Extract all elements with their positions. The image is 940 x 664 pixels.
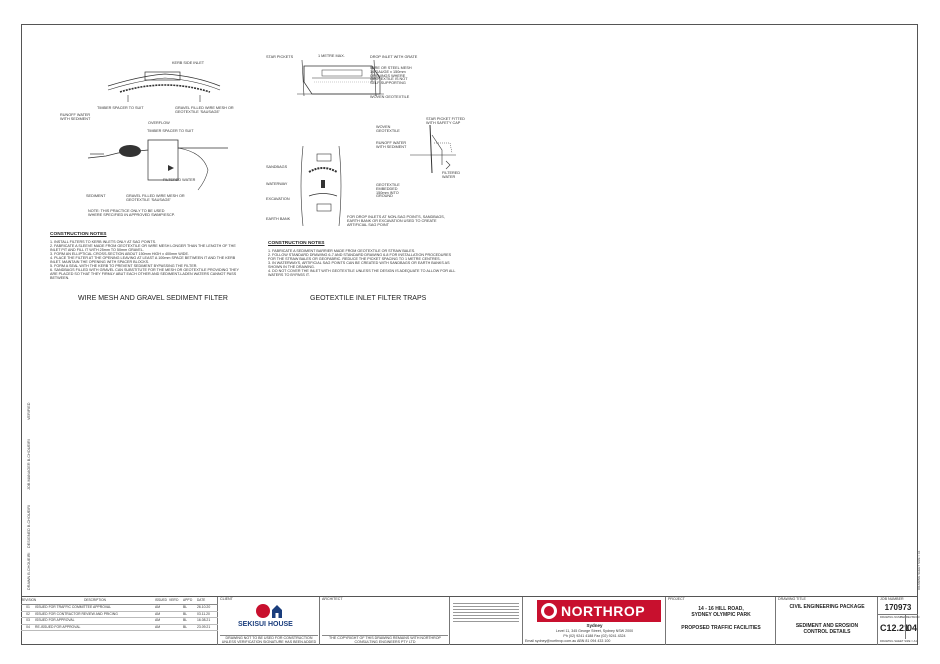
architect-cell bbox=[320, 597, 450, 645]
label-overflow: OVERFLOW bbox=[148, 121, 170, 125]
client-label: CLIENT bbox=[220, 597, 233, 601]
rev-issued: AM bbox=[155, 611, 161, 616]
office-phone: Ph (02) 9241 4188 Fax (02) 9241 4324 bbox=[563, 634, 626, 638]
title-block bbox=[21, 596, 918, 645]
revision-rows bbox=[21, 605, 218, 631]
col-appd: APP'D bbox=[183, 598, 193, 602]
drawing-title-3: CONTROL DETAILS bbox=[803, 629, 851, 635]
job-number-cell bbox=[878, 597, 918, 645]
margin-label-job-manager: JOB MANAGER B.CHOUEIRI bbox=[27, 439, 31, 490]
rev-verd bbox=[169, 612, 183, 618]
office-address: Level 11, 345 George Street, Sydney NSW 2000 bbox=[555, 629, 634, 633]
architect-label: ARCHITECT bbox=[322, 597, 343, 601]
rev-issued: AM bbox=[155, 624, 161, 629]
rev-verd bbox=[169, 618, 183, 624]
revision-label: REVISION bbox=[906, 615, 920, 619]
rev-date: 03.11.20 bbox=[197, 611, 210, 616]
rev-issued: AM bbox=[155, 605, 161, 609]
rev-date: 26.10.20 bbox=[197, 605, 211, 609]
company-name: NORTHROP bbox=[561, 603, 646, 619]
geotextile-notes bbox=[268, 249, 458, 277]
drawing-title-cell bbox=[776, 597, 878, 645]
drawing-number: C12.21 bbox=[880, 623, 910, 633]
disclaimer-cell bbox=[450, 597, 523, 645]
rev-appd: BL bbox=[183, 624, 188, 629]
rev-verd bbox=[169, 605, 183, 611]
project-cell bbox=[666, 597, 776, 645]
rev-id: 04 bbox=[26, 624, 30, 629]
rev-id: 01 bbox=[26, 605, 30, 609]
label-drop-note: FOR DROP INLETS AT NON-SAG POINTS, SANDBAGS, EARTH BANK OR EXCAVATION USED TO CREATE ARTIFICIAL SAG POINT bbox=[347, 215, 445, 227]
project-name: 14 - 16 HILL ROAD, bbox=[698, 606, 744, 612]
table-row bbox=[21, 625, 218, 632]
label-sandbags: SANDBAGS bbox=[266, 165, 288, 169]
sekisui-house-logo-icon bbox=[254, 603, 284, 619]
label-runoff: RUNOFF WATER WITH SEDIMENT bbox=[60, 113, 91, 121]
project-name-2: SYDNEY OLYMPIC PARK bbox=[691, 612, 751, 618]
label-sediment: SEDIMENT bbox=[86, 194, 106, 198]
label-drop-inlet: DROP INLET WITH GRATE bbox=[370, 55, 418, 59]
rev-desc: ISSUED FOR TRAFFIC COMMITTEE APPROVAL bbox=[35, 605, 111, 609]
col-desc: DESCRIPTION bbox=[84, 598, 106, 602]
label-filtered-2: FILTERED WATER bbox=[442, 171, 461, 179]
col-issued: ISSUED bbox=[155, 598, 167, 602]
label-1m-max: 1 METRE MAX. bbox=[318, 54, 345, 58]
copyright-note: THE COPYRIGHT OF THIS DRAWING REMAINS WITH NORTHROP CONSULTING ENGINEERS PTY LTD bbox=[322, 635, 448, 644]
label-star-picket-fitted: STAR PICKET FITTED WITH SAFETY CAP bbox=[426, 117, 465, 125]
geotextile-title: GEOTEXTILE INLET FILTER TRAPS bbox=[310, 295, 427, 302]
drawing-note: DRAWING NOT TO BE USED FOR CONSTRUCTION UNLESS VERIFICATION SIGNATURE HAS BEEN ADDED bbox=[221, 636, 317, 644]
margin-sheet-size: DRAWING SHEET SIZE = A1 bbox=[917, 550, 921, 590]
revision-header bbox=[21, 598, 218, 602]
rev-id: 02 bbox=[26, 611, 30, 616]
margin-label-designed: DESIGNED B.CHOUEIRI bbox=[27, 504, 31, 548]
rev-desc: ISSUED FOR APPROVAL bbox=[35, 618, 75, 622]
label-earth-bank: EARTH BANK bbox=[266, 217, 291, 221]
rev-date: 23.09.21 bbox=[197, 624, 211, 629]
label-wire-mesh: WIRE OR STEEL MESH 14 GAUGE x 150mm OPENINGS WHERE GEOTEXTILE IS NOT SELF-SUPPORTING bbox=[370, 66, 412, 86]
margin-label-drawn: DRAWN B.CHOUEIRI bbox=[27, 552, 31, 590]
label-waterway: WATERWAY bbox=[266, 182, 288, 186]
note-item: 4. DO NOT COVER THE INLET WITH GEOTEXTILE UNLESS THE DESIGN IS ADEQUATE TO ALLOW FOR ALL WATERS TO BYPASS IT. bbox=[268, 269, 456, 277]
label-kerb-inlet: KERB SIDE INLET bbox=[172, 61, 205, 65]
rev-date: 16.08.21 bbox=[197, 618, 211, 622]
note-item: 4. PLACE THE FILTER AT THE OPENING LEAVING AT LEAST A 100mm SPACE BETWEEN IT AND THE KERB INLET. MAINTAIN THE OPENING WITH SPACER BLOCKS. bbox=[50, 256, 236, 264]
note-item: 2. FABRICATE A SLEEVE MADE FROM GEOTEXTILE OR WIRE MESH LONGER THAN THE LENGTH OF THE INLET PIT AND FILL IT WITH 25mm TO 50mm GRAVEL. bbox=[50, 244, 236, 252]
job-number: 170973 bbox=[884, 603, 912, 612]
revision-number: 04 bbox=[907, 623, 918, 633]
project-desc: PROPOSED TRAFFIC FACILITIES bbox=[681, 625, 761, 631]
label-runoff-2: RUNOFF WATER WITH SEDIMENT bbox=[376, 141, 407, 149]
label-timber-spacer: TIMBER SPACER TO SUIT bbox=[97, 106, 144, 110]
wire-mesh-notes-heading: CONSTRUCTION NOTES bbox=[50, 232, 107, 237]
note-item: 3. IN WATERWAYS, ARTIFICIAL SAG POINTS CAN BE CREATED WITH SANDBAGS OR EARTH BANKS AS SHOWN IN THE DRAWING. bbox=[268, 261, 450, 269]
note-item: 6. SANDBAGS FILLED WITH GRAVEL CAN SUBSTITUTE FOR THE MESH OR GEOTEXTILE PROVIDING THEY ARE PLACED SO THAT THEY FIRMLY ABUT EACH OTHER AND SEDIMENT-LADEN WATERS CANNOT PASS BETWEEN. bbox=[50, 268, 239, 280]
project-label: PROJECT bbox=[668, 597, 685, 601]
note-item: 3. FORM AN ELLIPTICAL CROSS-SECTION ABOUT 150mm HIGH x 400mm WIDE. bbox=[50, 252, 189, 256]
northrop-logo bbox=[537, 600, 661, 622]
col-verd: VER'D bbox=[169, 598, 179, 602]
wire-mesh-note: NOTE: THIS PRACTICE ONLY TO BE USED WHERE SPECIFIED IN APPROVED SWMP/ESCP. bbox=[88, 209, 175, 217]
rev-issued: AM bbox=[155, 618, 161, 622]
label-woven: WOVEN GEOTEXTILE bbox=[370, 95, 410, 99]
disclaimer-text-lines bbox=[453, 601, 519, 624]
northrop-cell bbox=[523, 597, 666, 645]
margin-label-verified: VERIFIED bbox=[27, 402, 31, 420]
drawing-title-label: DRAWING TITLE bbox=[778, 597, 806, 601]
label-woven-2: WOVEN GEOTEXTILE bbox=[376, 125, 400, 133]
drawing-title-2: SEDIMENT AND EROSION bbox=[795, 623, 859, 629]
revision-table bbox=[21, 597, 218, 645]
col-date: DATE bbox=[197, 598, 206, 602]
label-excavation: EXCAVATION bbox=[266, 197, 290, 201]
office-name: Sydney bbox=[586, 623, 603, 628]
note-item: 5. FORM A SEAL WITH THE KERB TO PREVENT SEDIMENT BYPASSING THE FILTER. bbox=[50, 264, 198, 268]
rev-desc: ISSUED FOR CONTRACTOR REVIEW AND PRICING bbox=[35, 611, 118, 616]
rev-appd: BL bbox=[183, 618, 188, 622]
drawing-number-label: DRAWING NUMBER bbox=[880, 615, 907, 619]
client-cell bbox=[218, 597, 320, 645]
label-star-pickets: STAR PICKETS bbox=[266, 55, 294, 59]
rev-appd: BL bbox=[183, 611, 188, 616]
drawing-title-1: CIVIL ENGINEERING PACKAGE bbox=[789, 604, 865, 610]
rev-verd bbox=[169, 625, 183, 631]
label-gravel-filled: GRAVEL FILLED WIRE MESH OR GEOTEXTILE 'SAUSAGE' bbox=[175, 106, 234, 114]
label-timber-spacer-2: TIMBER SPACER TO SUIT bbox=[147, 129, 194, 133]
client-name: SEKISUI HOUSE bbox=[238, 621, 293, 628]
col-rev: REVISION bbox=[21, 598, 37, 602]
note-item: 2. FOLLOW STANDARD DRAWING 6-7 AND STANDARD DRAWING 6-8 FOR INSTALLATION PROCEDURES FOR THE STRAW BALES OR GEOFABRIC. REDUCE THE PICKET SPACING TO 1 METRE CENTRES. bbox=[268, 253, 452, 261]
artificial-sag-plan-sketch bbox=[295, 146, 350, 226]
geotextile-notes-heading: CONSTRUCTION NOTES bbox=[268, 241, 325, 246]
label-geotextile-embedded: GEOTEXTILE EMBEDDED 150mm INTO GROUND bbox=[376, 183, 400, 199]
note-item: 1. INSTALL FILTERS TO KERB INLETS ONLY AT SAG POINTS. bbox=[50, 240, 157, 244]
northrop-globe-icon bbox=[540, 602, 558, 620]
rev-appd: BL bbox=[183, 605, 188, 609]
wire-mesh-notes bbox=[50, 240, 240, 280]
wire-mesh-title: WIRE MESH AND GRAVEL SEDIMENT FILTER bbox=[78, 295, 228, 302]
sheet-size: DRAWING SHEET SIZE = A1 bbox=[880, 639, 917, 643]
job-label: JOB NUMBER bbox=[880, 597, 904, 601]
note-item: 1. FABRICATE A SEDIMENT BARRIER MADE FROM GEOTEXTILE OR STRAW BALES. bbox=[268, 249, 416, 253]
rev-desc: RE-ISSUED FOR APPROVAL bbox=[35, 624, 81, 629]
label-filtered-water: FILTERED WATER bbox=[163, 178, 196, 182]
rev-id: 03 bbox=[26, 618, 30, 622]
label-gravel-filled-2: GRAVEL FILLED WIRE MESH OR GEOTEXTILE 'SAUSAGE' bbox=[126, 194, 185, 202]
office-email: Email sydney@northrop.com.au ABN 81 094 433 100 bbox=[525, 639, 611, 643]
